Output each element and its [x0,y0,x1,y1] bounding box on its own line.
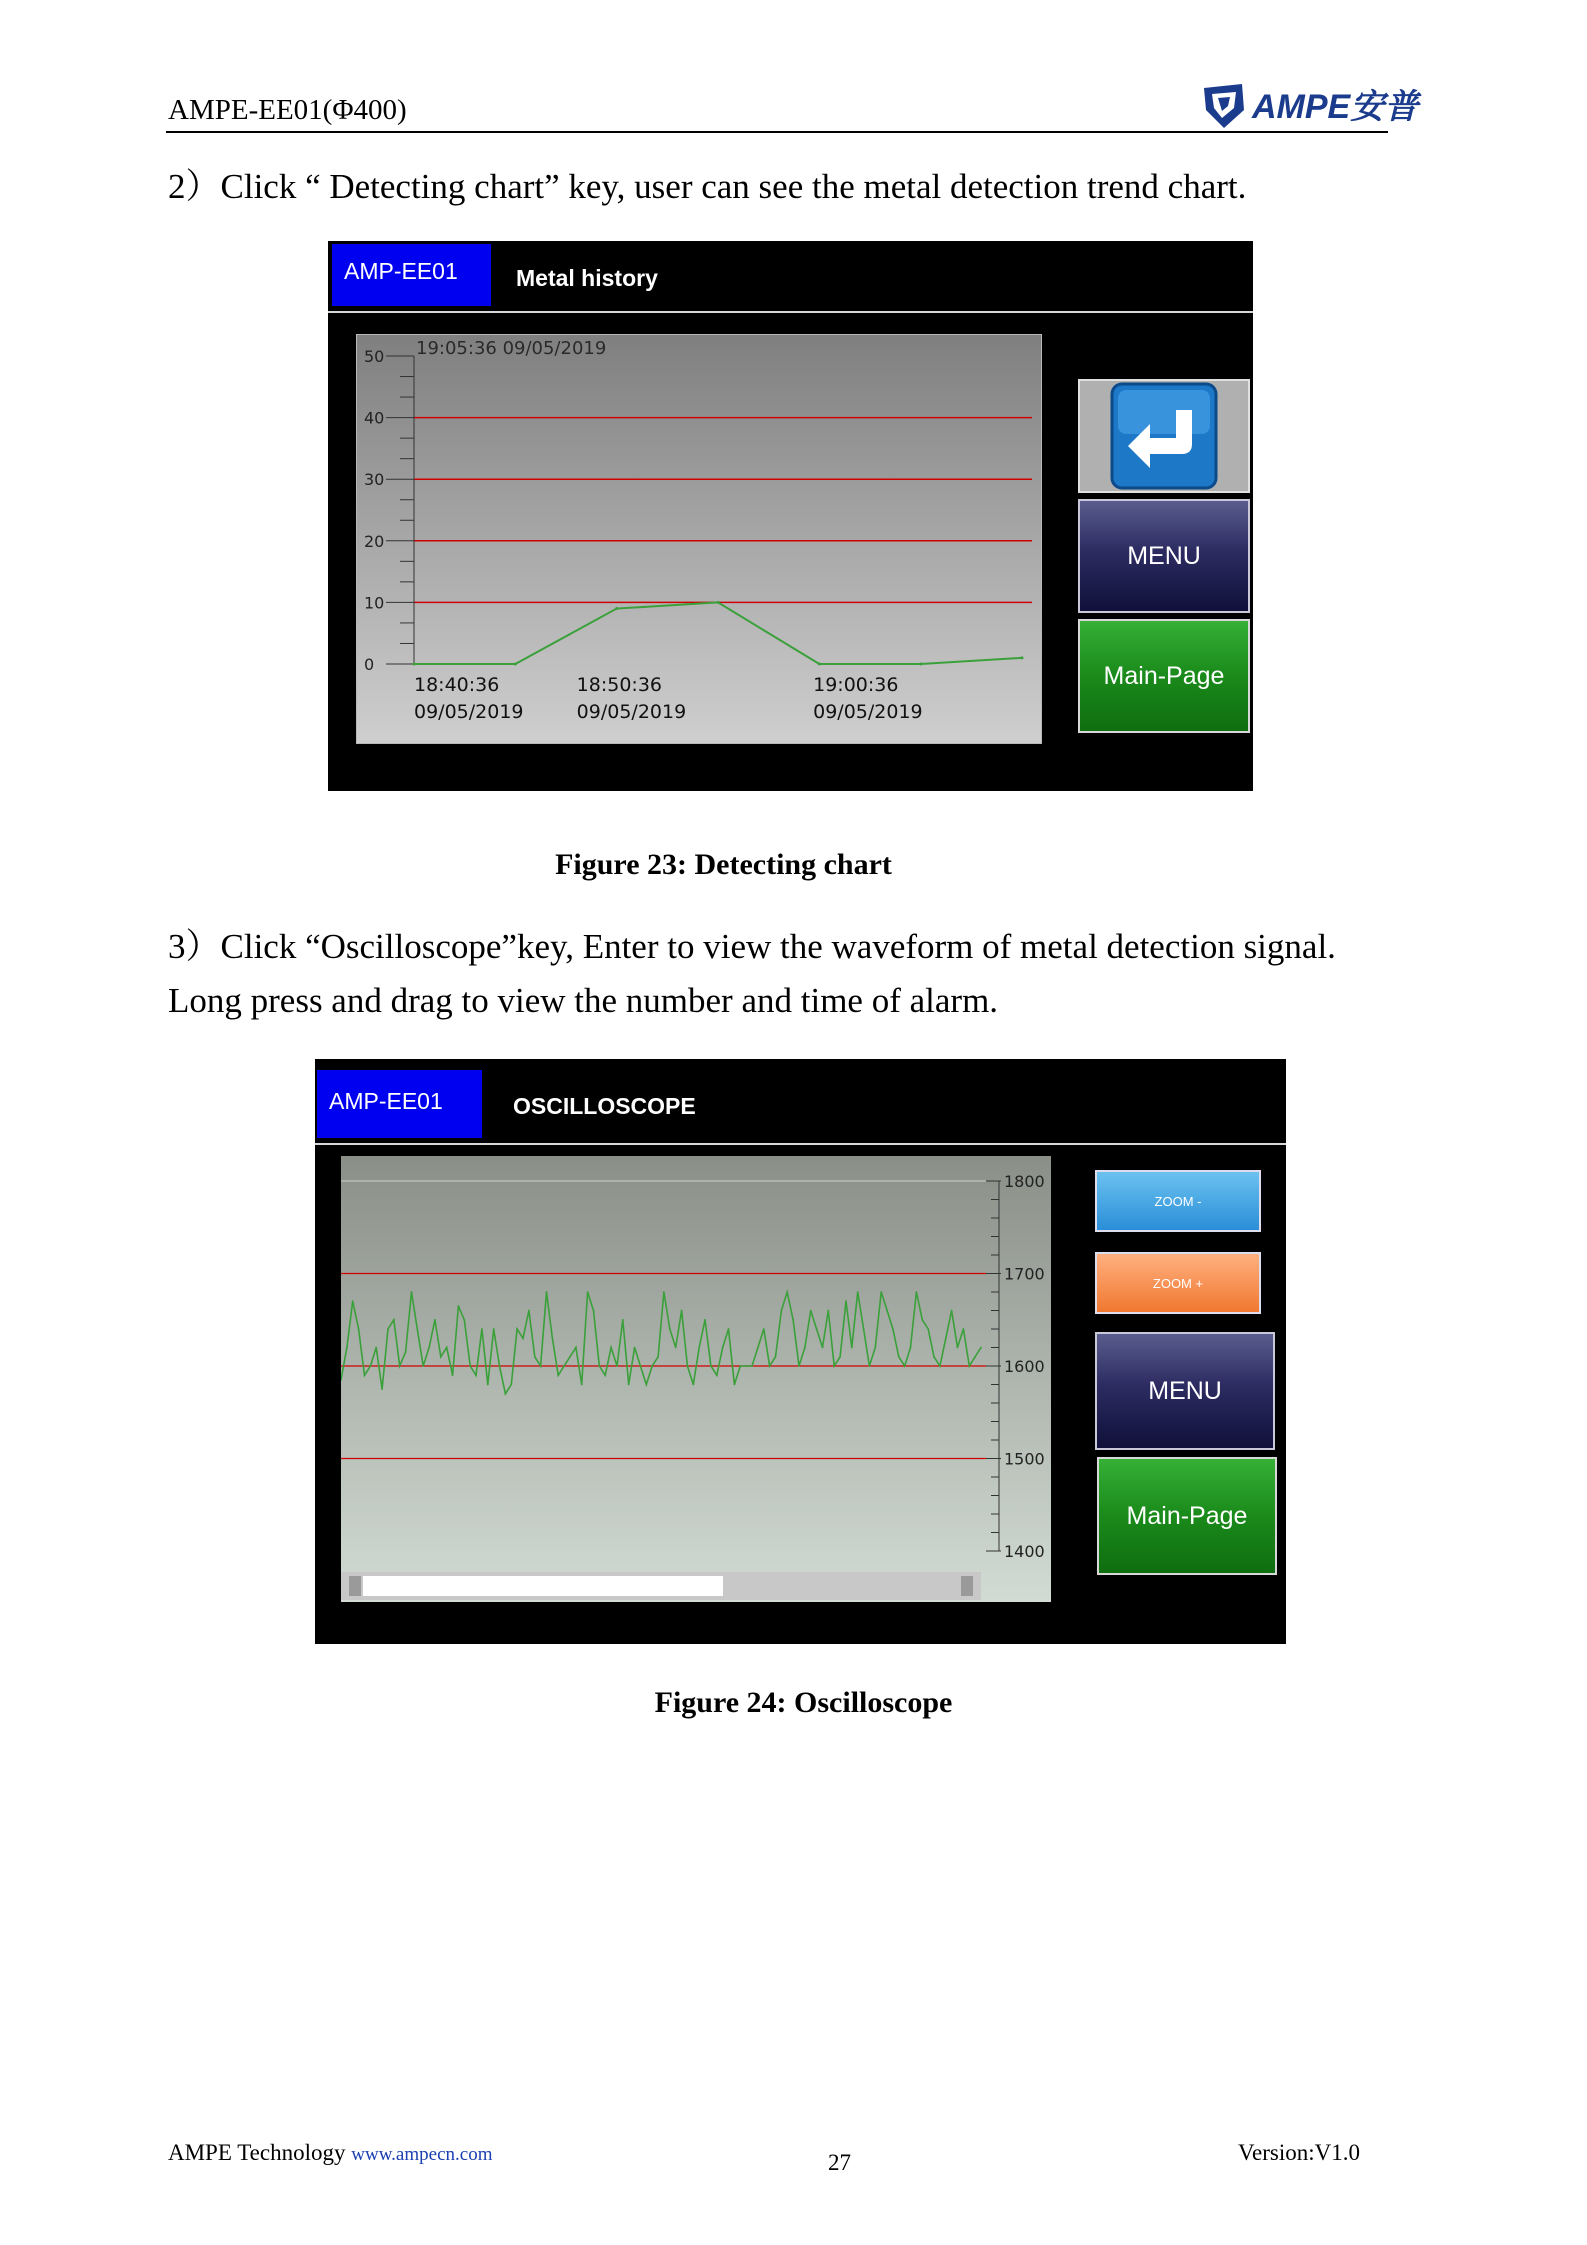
data-point [615,607,618,610]
title-divider [315,1143,1286,1145]
step-3-paragraph-line2: Long press and drag to view the number and time of alarm. [168,981,999,1020]
screen-title: Metal history [516,265,658,291]
data-point [413,663,416,666]
data-point [919,663,922,666]
data-point [827,1310,829,1312]
screen-title: OSCILLOSCOPE [513,1093,696,1119]
data-point [739,1365,741,1367]
data-point [681,1310,683,1312]
data-point [405,1351,407,1353]
data-point [387,1328,389,1330]
svg-text:AMPE安普: AMPE安普 [1252,88,1419,126]
data-point [663,1291,665,1293]
data-point [716,1374,718,1376]
data-point [616,1365,618,1367]
data-point [481,1328,483,1330]
data-point [358,1328,360,1330]
data-point [963,1328,965,1330]
data-point [904,1365,906,1367]
data-point [775,1356,777,1358]
data-point [634,1347,636,1349]
y-tick-label: 0 [364,655,375,674]
footer-company-name: AMPE Technology [168,2140,346,2165]
data-point [411,1291,413,1293]
data-point [692,1384,694,1386]
data-point [552,1337,554,1339]
data-point [522,1337,524,1339]
data-point [816,1328,818,1330]
data-point [514,663,517,666]
data-point [540,1365,542,1367]
x-tick-date: 09/05/2019 [414,701,524,723]
data-point [863,1328,865,1330]
data-point [499,1365,501,1367]
zoom-in-button[interactable] [1095,1252,1261,1314]
data-point [734,1384,736,1386]
figure-23-caption: Figure 23: Detecting chart [555,848,892,881]
data-point [751,1365,753,1367]
data-point [375,1347,377,1349]
data-point [569,1356,571,1358]
data-point [921,1319,923,1321]
oscilloscope-chart[interactable] [341,1156,1051,1602]
data-point [927,1328,929,1330]
data-point [370,1365,372,1367]
data-point [687,1365,689,1367]
main-page-label: Main-Page [1103,661,1225,690]
data-point [393,1319,395,1321]
data-point [510,1384,512,1386]
data-point [399,1365,401,1367]
menu-label: MENU [1148,1376,1222,1405]
data-point [475,1374,477,1376]
chart-timestamp: 19:05:36 09/05/2019 [416,338,607,359]
data-point [980,1347,982,1349]
footer-company [168,2140,492,2166]
data-point [546,1291,548,1293]
chart-background [341,1156,1051,1602]
data-point [381,1388,383,1390]
data-point [458,1305,460,1307]
data-point [416,1328,418,1330]
data-point [857,1291,859,1293]
data-point [763,1328,765,1330]
y-tick-label: 20 [364,531,385,551]
data-point [610,1347,612,1349]
data-point [440,1356,442,1358]
data-point [1021,656,1024,659]
data-point [446,1347,448,1349]
data-point [593,1310,595,1312]
oscilloscope-screen [315,1059,1286,1644]
ampe-logo [1200,80,1430,132]
data-point [880,1291,882,1293]
data-point [818,663,821,666]
data-point [745,1365,747,1367]
x-tick-date: 09/05/2019 [576,701,687,723]
data-point [557,1374,559,1376]
data-point [364,1374,366,1376]
data-point [575,1347,577,1349]
data-point [933,1356,935,1358]
data-point [516,1328,518,1330]
data-point [833,1365,835,1367]
metal-history-screen [328,241,1253,791]
data-point [534,1356,536,1358]
data-point [874,1347,876,1349]
data-point [957,1347,959,1349]
brand-label: AMP-EE01 [332,244,491,306]
y-tick-label: 30 [364,470,385,490]
menu-button[interactable] [1078,499,1250,613]
data-point [645,1384,647,1386]
data-point [640,1365,642,1367]
data-point [463,1319,465,1321]
data-point [916,1291,918,1293]
y-tick-label: 10 [364,593,385,613]
data-point [651,1365,653,1367]
data-point [704,1319,706,1321]
y-tick-label: 1500 [1004,1449,1045,1469]
data-point [352,1300,354,1302]
return-arrow-icon [1110,382,1218,490]
data-point [939,1365,941,1367]
data-point [945,1337,947,1339]
figure-24-caption: Figure 24: Oscilloscope [654,1686,953,1719]
data-point [675,1347,677,1349]
data-point [710,1365,712,1367]
zoom-out-button[interactable] [1095,1170,1261,1232]
y-tick-label: 1800 [1004,1172,1045,1191]
data-point [792,1319,794,1321]
metal-history-chart[interactable] [356,334,1042,744]
data-point [951,1310,953,1312]
step-2-paragraph: 2）Click “ Detecting chart” key, user can see the metal detection trend chart. [168,167,1247,206]
data-point [528,1310,530,1312]
x-tick-time: 18:40:36 [414,674,500,696]
data-point [898,1356,900,1358]
data-point [892,1328,894,1330]
footer-version: Version:V1.0 [1238,2140,1361,2165]
x-tick-time: 18:50:36 [576,674,663,696]
data-point [698,1347,700,1349]
y-tick-label: 1700 [1004,1264,1045,1284]
data-point [434,1319,436,1321]
y-tick-label: 50 [364,347,385,366]
document-title: AMPE-EE01(Φ400) [168,94,407,126]
data-point [839,1356,841,1358]
data-point [869,1365,871,1367]
data-point [669,1328,671,1330]
data-point [428,1347,430,1349]
y-tick-label: 40 [364,408,385,428]
x-tick-time: 19:00:36 [813,674,899,696]
menu-label: MENU [1127,541,1201,570]
scrollbar-left-cap[interactable] [349,1576,361,1596]
zoom-out-label: ZOOM - [1154,1193,1202,1209]
main-page-button[interactable] [1097,1457,1277,1575]
data-point [910,1347,912,1349]
data-point [781,1310,783,1312]
data-point [717,601,720,604]
data-point [974,1356,976,1358]
data-point [587,1291,589,1293]
step-3-paragraph-line1: 3）Click “Oscilloscope”key, Enter to view the waveform of metal detection signal. [168,927,1336,966]
data-point [968,1365,970,1367]
data-point [563,1365,565,1367]
data-point [810,1310,812,1312]
data-point [851,1347,853,1349]
data-point [657,1356,659,1358]
scrollbar-right-cap[interactable] [961,1576,973,1596]
data-point [505,1393,507,1395]
data-point [422,1365,424,1367]
data-point [757,1347,759,1349]
data-point [493,1328,495,1330]
data-point [581,1384,583,1386]
page-number: 27 [828,2150,851,2175]
data-point [487,1384,489,1386]
main-page-button[interactable] [1078,619,1250,733]
y-tick-label: 1600 [1004,1357,1045,1376]
data-point [346,1347,348,1349]
footer-url-link[interactable]: www.ampecn.com [351,2144,493,2165]
data-point [845,1300,847,1302]
data-point [598,1365,600,1367]
zoom-in-label: ZOOM + [1152,1275,1204,1291]
data-point [798,1365,800,1367]
x-tick-date: 09/05/2019 [813,701,923,723]
data-point [786,1291,788,1293]
data-point [769,1365,771,1367]
y-tick-label: 1400 [1004,1542,1045,1561]
back-button[interactable] [1078,379,1250,493]
data-point [822,1347,824,1349]
data-point [604,1374,606,1376]
data-point [804,1347,806,1349]
scrollbar-thumb[interactable] [363,1576,723,1596]
menu-button[interactable] [1095,1332,1275,1450]
brand-label: AMP-EE01 [317,1070,482,1138]
main-page-label: Main-Page [1126,1501,1248,1530]
title-divider [328,311,1253,313]
data-point [469,1365,471,1367]
data-point [452,1374,454,1376]
data-point [622,1319,624,1321]
data-point [722,1347,724,1349]
data-point [886,1310,888,1312]
data-point [728,1328,730,1330]
data-point [628,1384,630,1386]
